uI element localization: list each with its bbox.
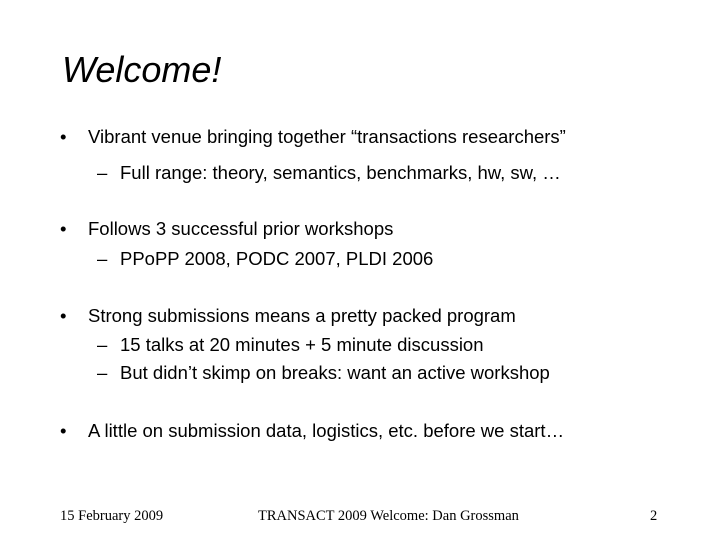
bullet-text: Vibrant venue bringing together “transactions researchers” bbox=[88, 126, 566, 147]
footer-date: 15 February 2009 bbox=[60, 508, 164, 524]
slide-title: Welcome! bbox=[62, 49, 222, 90]
subbullet-text: 15 talks at 20 minutes + 5 minute discussion bbox=[120, 334, 484, 355]
bullet-text: Strong submissions means a pretty packed program bbox=[88, 305, 516, 326]
bullet-marker: • bbox=[60, 420, 67, 441]
bullet-marker: • bbox=[60, 218, 67, 239]
bullet-marker: • bbox=[60, 126, 67, 147]
bullet-text: A little on submission data, logistics, etc. before we start… bbox=[88, 420, 565, 441]
subbullet-marker: – bbox=[97, 162, 108, 183]
subbullet-marker: – bbox=[97, 362, 108, 383]
subbullet-text: Full range: theory, semantics, benchmarks, hw, sw, … bbox=[120, 162, 561, 183]
subbullet-text: PPoPP 2008, PODC 2007, PLDI 2006 bbox=[120, 248, 434, 269]
footer-title: TRANSACT 2009 Welcome: Dan Grossman bbox=[258, 508, 519, 524]
bullet-marker: • bbox=[60, 305, 67, 326]
subbullet-marker: – bbox=[97, 248, 108, 269]
subbullet-text: But didn’t skimp on breaks: want an active workshop bbox=[120, 362, 550, 383]
page-number: 2 bbox=[650, 508, 658, 524]
bullet-text: Follows 3 successful prior workshops bbox=[88, 218, 394, 239]
subbullet-marker: – bbox=[97, 334, 108, 355]
